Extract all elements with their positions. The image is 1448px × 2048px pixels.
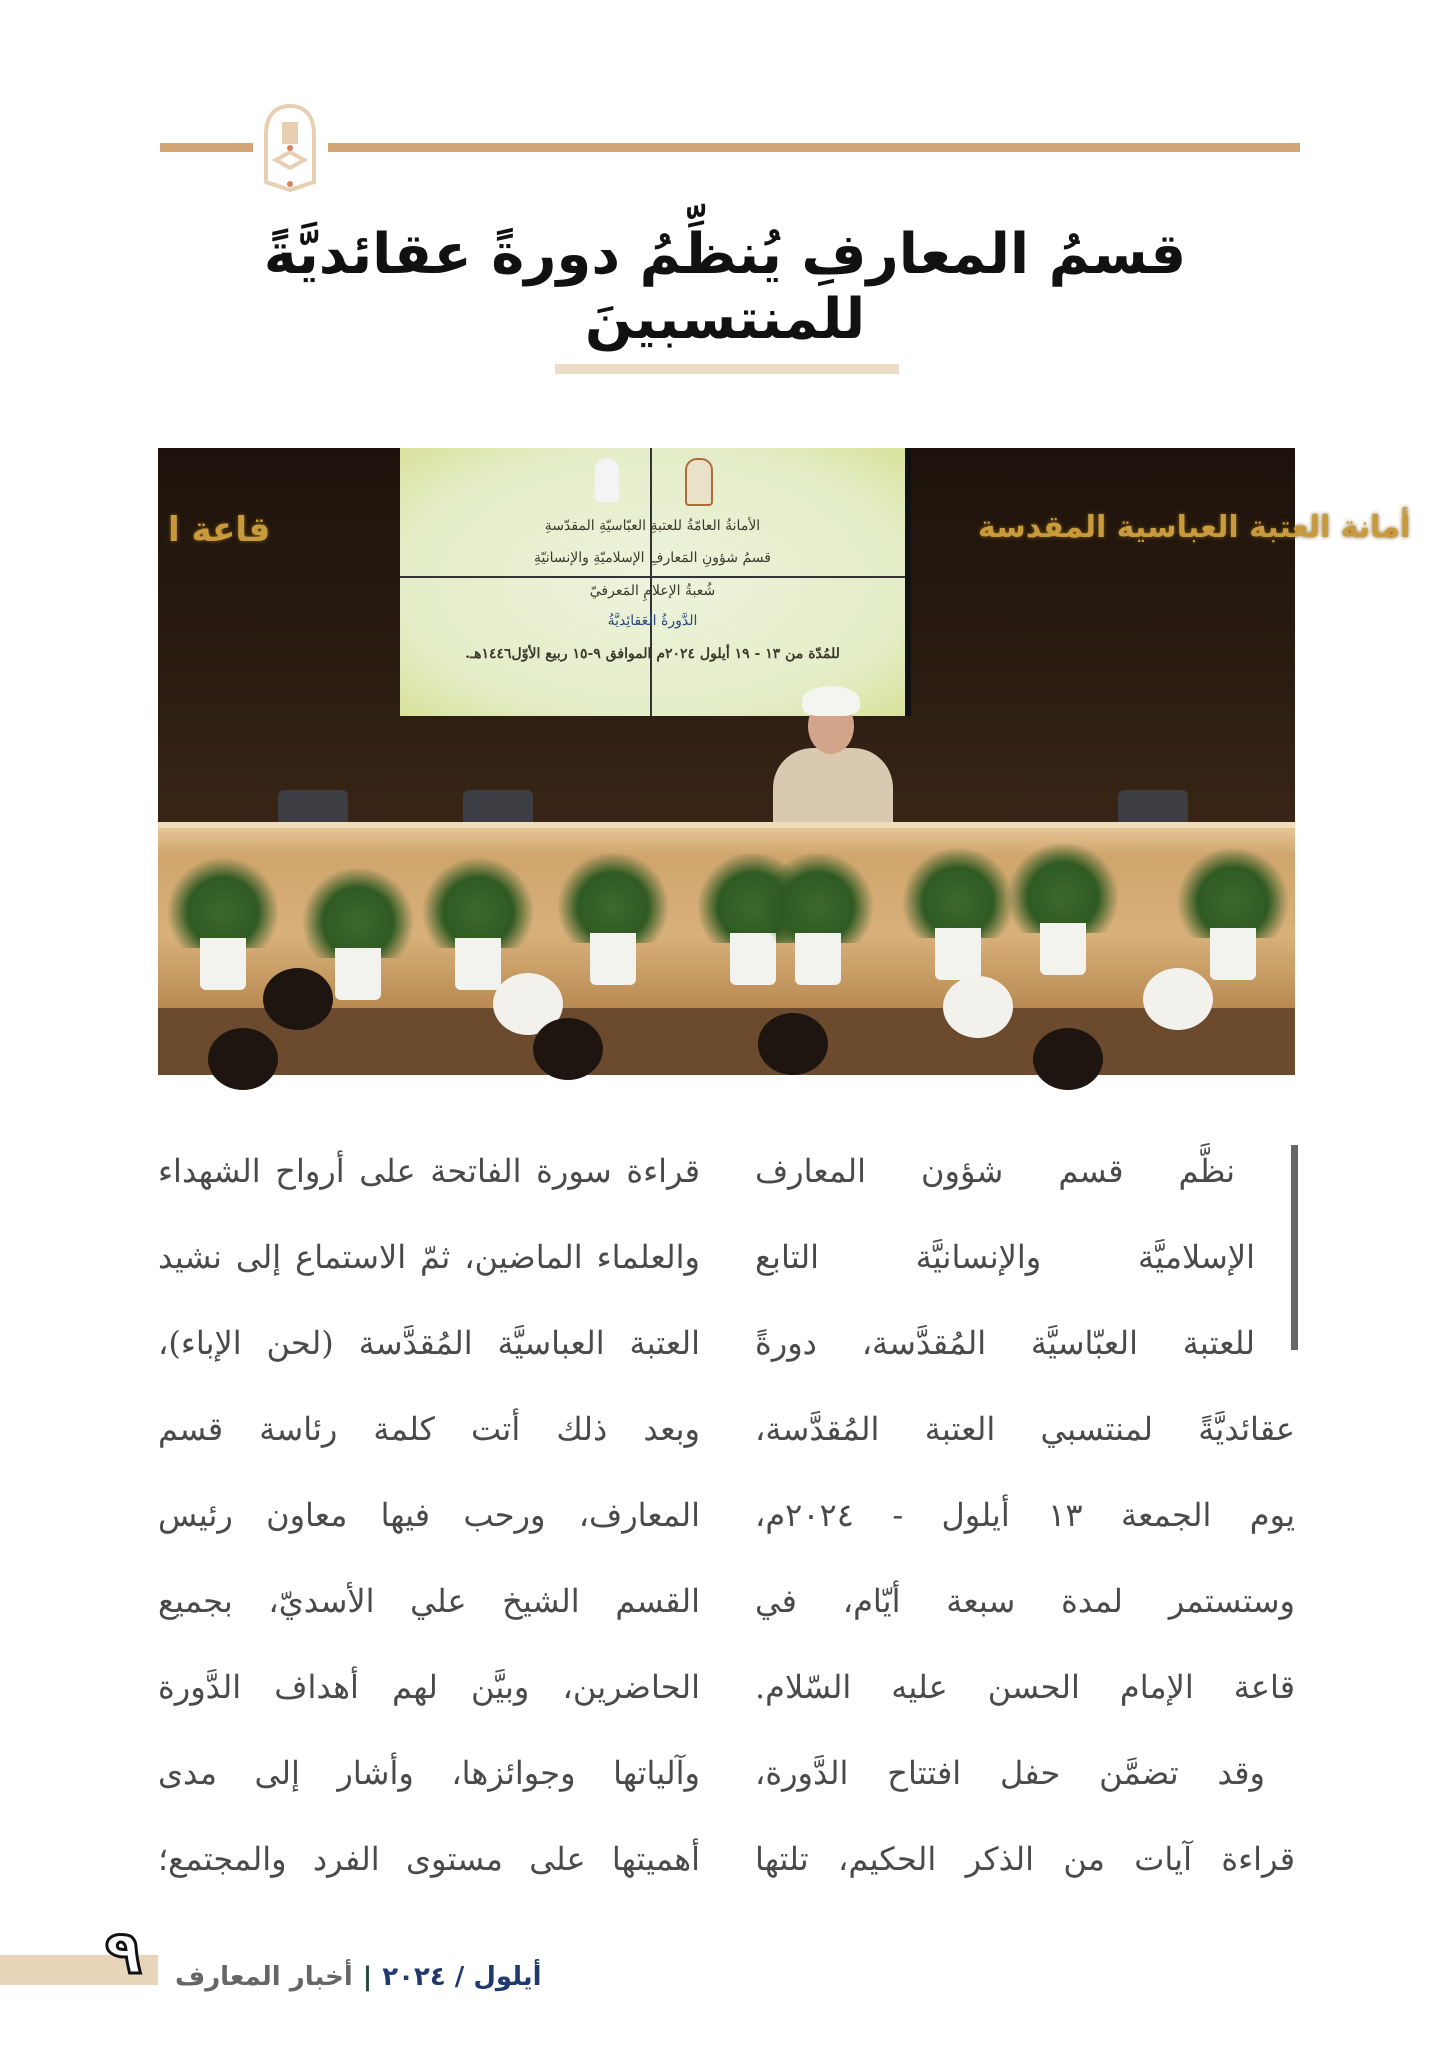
audience-head [263,968,333,1030]
text-line: الحاضرين، وبيَّن لهم أهداف الدَّورة [158,1668,700,1706]
magazine-name: أخبار المعارف [175,1962,353,1992]
text-line: نظَّم قسم شؤون المعارف [755,1152,1235,1190]
audience-head [208,1028,278,1090]
potted-plant [188,858,258,1008]
text-line: قراءة آيات من الذكر الحكيم، تلتها [755,1840,1295,1878]
potted-plant [578,853,648,1003]
issue-date: أيلول / ٢٠٢٤ [382,1962,542,1992]
text-line: أهميتها على مستوى الفرد والمجتمع؛ [158,1840,700,1878]
potted-plant [1028,843,1098,993]
header-rule-right [328,143,1300,152]
shrine-logo-icon [595,458,619,502]
screen-line-2: قسمُ شؤونِ المَعارفِ الإسلاميّةِ والإنسانيّةِ [534,550,771,566]
article-column-right [755,1128,1295,1902]
article-title: قسمُ المعارفِ يُنظِّمُ دورةً عقائديَّةً للمنتسبينَ [263,222,1187,352]
projection-screen [400,448,911,716]
audience-turban [943,976,1013,1038]
potted-plant [783,853,853,1003]
text-line: والعلماء الماضين، ثمّ الاستماع إلى نشيد [158,1238,700,1276]
text-line: المعارف، ورحب فيها معاون رئيس [158,1496,700,1534]
text-line: يوم الجمعة ١٣ أيلول - ٢٠٢٤م، [755,1496,1295,1534]
wall-inscription-left: قاعة ا [168,510,271,550]
screen-seam-horizontal [400,576,905,578]
article-column-left [158,1128,700,1902]
event-photo [158,448,1411,1075]
header-rule-left [160,143,253,152]
floor [158,1008,1295,1075]
speaker-turban [802,686,860,716]
audience-head [533,1018,603,1080]
text-line: وبعد ذلك أتت كلمة رئاسة قسم [158,1410,700,1448]
text-line: قراءة سورة الفاتحة على أرواح الشهداء [158,1152,700,1190]
audience-head [1033,1028,1103,1090]
screen-line-1: الأمانةُ العامّةُ للعتبةِ العبّاسيّةِ المقدّسةِ [544,518,761,534]
text-line: وقد تضمَّن حفل افتتاح الدَّورة، [755,1754,1265,1792]
text-line: وستستمر لمدة سبعة أيّام، في [755,1582,1295,1620]
screen-line-3: شُعبةُ الإعلامِ المَعرفيّ [589,583,716,599]
page-number: ٩ [105,1918,142,1988]
footer-credit [175,1962,542,1992]
footer-separator: | [362,1962,373,1992]
text-line: العتبة العباسيَّة المُقدَّسة (لحن الإباء)، [158,1324,700,1362]
potted-plant [323,868,393,1018]
screen-line-5: للمُدّة من ١٣ - ١٩ أيلول ٢٠٢٤م الموافق ٩-١٥ ربيع الأوّل١٤٤٦هـ. [465,646,840,662]
audience-turban [1143,968,1213,1030]
screen-seam-vertical [650,448,652,716]
text-line: للعتبة العبّاسيَّة المُقدَّسة، دورةً [755,1324,1255,1362]
text-line: قاعة الإمام الحسن عليه السّلام. [755,1668,1295,1706]
screen-line-4: الدَّورةُ العَقائِديَّةُ [607,613,698,629]
potted-plant [1198,848,1268,998]
audience-head [758,1013,828,1075]
department-logo-icon [685,458,713,506]
text-line: وآلياتها وجوائزها، وأشار إلى مدى [158,1754,700,1792]
shrine-emblem-icon [262,104,318,192]
text-line: الإسلاميَّة والإنسانيَّة التابع [755,1238,1255,1276]
text-line: عقائديَّةً لمنتسبي العتبة المُقدَّسة، [755,1410,1295,1448]
wall-inscription-right: أمانة العتبة العباسية المقدسة [978,510,1411,545]
title-divider [555,364,899,374]
text-line: القسم الشيخ علي الأسديّ، بجميع [158,1582,700,1620]
